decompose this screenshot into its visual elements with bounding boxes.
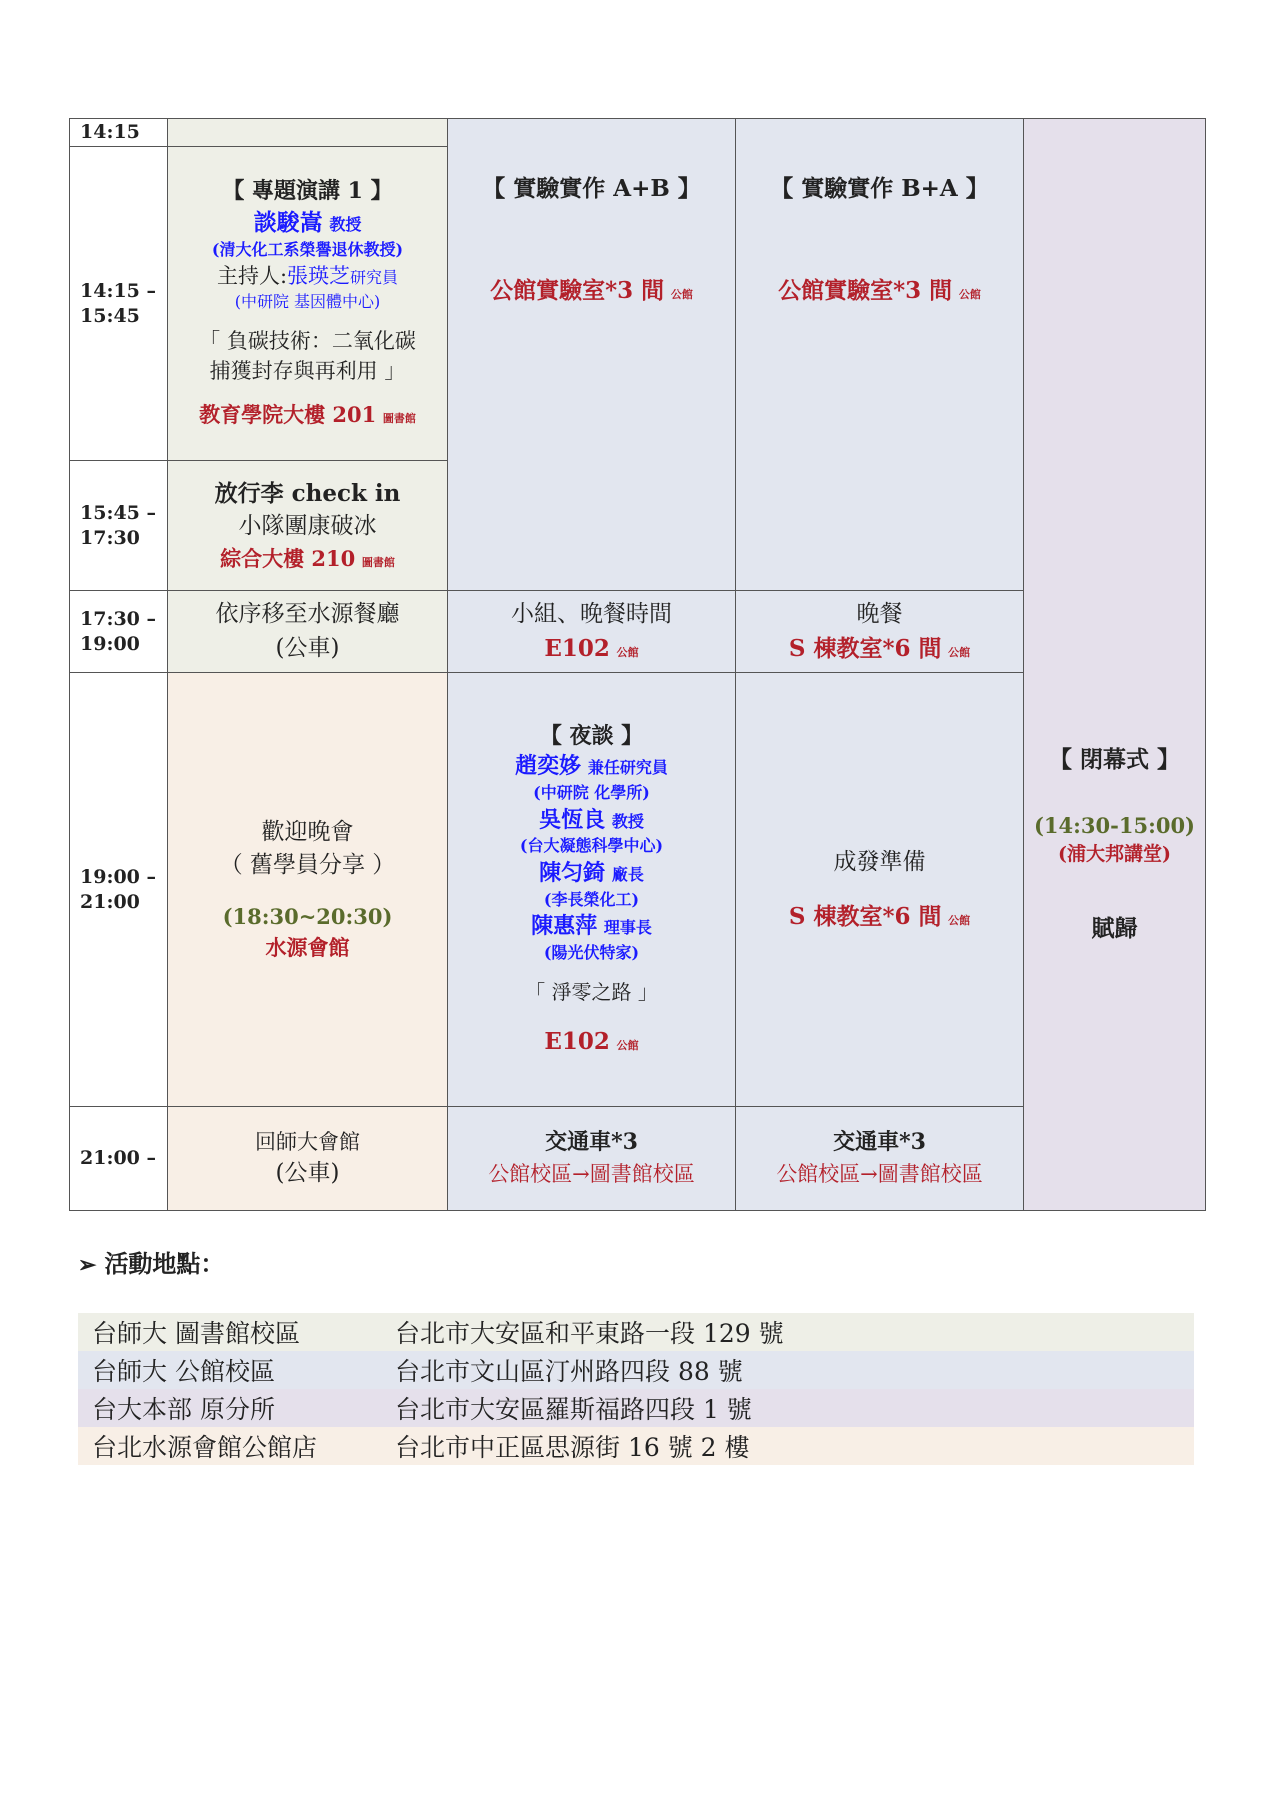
panelist-1-title: 兼任研究員 — [587, 758, 668, 778]
showcase-prep-cell — [736, 673, 1024, 1107]
lab-b-tag: 【 實驗實作 B+A 】 — [770, 175, 989, 203]
keynote-tag: 【 專題演講 1 】 — [222, 178, 393, 205]
time-cell: 19:00 – 21:00 — [70, 673, 168, 1107]
return-cell — [168, 1107, 448, 1211]
location-name: 台大本部 原分所 — [92, 1395, 275, 1424]
closing-time: (14:30-15:00) — [1034, 812, 1195, 838]
checkin-venue: 綜合大樓 210 — [220, 545, 356, 571]
location-address: 台北市大安區羅斯福路四段 1 號 — [395, 1395, 752, 1424]
lab-a-campus: 公館 — [670, 287, 693, 301]
panelist-4-name: 陳惠萍 — [531, 912, 598, 939]
dinner-group-line: 小組、晚餐時間 — [511, 601, 672, 628]
host-name: 張瑛芝 — [287, 263, 351, 288]
host-affiliation: (中研院 基因體中心) — [234, 292, 381, 312]
location-row — [78, 1389, 1194, 1427]
speaker-affiliation: (清大化工系榮譽退休教授) — [211, 240, 404, 260]
location-row — [78, 1351, 1194, 1389]
transfer-line-1: 依序移至水源餐廳 — [215, 601, 400, 628]
keynote-venue: 教育學院大樓 201 — [199, 402, 377, 428]
night-talk-venue: E102 — [544, 1028, 610, 1056]
empty-cell — [168, 119, 448, 147]
transfer-line-2: (公車) — [275, 634, 340, 661]
showcase-prep-campus: 公館 — [948, 913, 971, 927]
time-cell: 17:30 – 19:00 — [70, 591, 168, 673]
night-talk-cell — [448, 673, 736, 1107]
keynote-cell — [168, 147, 448, 461]
lab-b-campus: 公館 — [958, 287, 981, 301]
dinner-campus: 公館 — [948, 645, 971, 659]
locations-heading — [78, 1244, 224, 1279]
location-address: 台北市大安區和平東路一段 129 號 — [395, 1319, 784, 1348]
night-talk-tag: 【 夜談 】 — [539, 722, 644, 749]
location-name: 台師大 圖書館校區 — [92, 1319, 300, 1348]
lab-a-cell — [448, 119, 736, 591]
time-cell: 14:15 – 15:45 — [70, 147, 168, 461]
panelist-3-affiliation: (李長榮化工) — [543, 889, 640, 909]
lab-b-venue: 公館實驗室*3 間 — [778, 276, 953, 304]
location-address: 台北市文山區汀州路四段 88 號 — [395, 1357, 743, 1386]
topic-line-2: 捕獲封存與再利用 」 — [209, 358, 406, 383]
panelist-2-name: 吳恆良 — [539, 806, 606, 833]
checkin-line-2: 小隊團康破冰 — [238, 513, 377, 540]
return-line-2: (公車) — [275, 1160, 340, 1187]
night-talk-campus: 公館 — [616, 1039, 639, 1053]
showcase-prep-line: 成發準備 — [833, 849, 926, 876]
closing-cell — [1024, 119, 1206, 1211]
dinner-group-cell — [448, 591, 736, 673]
lab-a-venue: 公館實驗室*3 間 — [490, 276, 665, 304]
time-cell: 21:00 – — [70, 1107, 168, 1211]
shuttle-a-line-1: 交通車*3 — [545, 1129, 638, 1156]
welcome-party-venue: 水源會館 — [265, 934, 350, 960]
locations-title: 活動地點： — [104, 1249, 225, 1278]
closing-venue: (浦大邦講堂) — [1058, 842, 1171, 865]
location-address: 台北市中正區思源街 16 號 2 樓 — [395, 1433, 750, 1462]
time-cell: 15:45 – 17:30 — [70, 461, 168, 591]
closing-tag: 【 閉幕式 】 — [1048, 746, 1180, 774]
dinner-line: 晚餐 — [856, 601, 903, 628]
panelist-2-affiliation: (台大凝態科學中心) — [519, 836, 664, 856]
panelist-3-name: 陳匀錡 — [539, 859, 606, 886]
dinner-venue: S 棟教室*6 間 — [788, 634, 942, 662]
closing-return: 賦歸 — [1091, 915, 1138, 943]
location-row — [78, 1313, 1194, 1351]
night-talk-topic: 「 淨零之路 」 — [525, 980, 658, 1005]
welcome-party-line-1: 歡迎晚會 — [261, 818, 354, 845]
host-title: 研究員 — [350, 267, 399, 287]
panelist-1-name: 趙奕姼 — [515, 753, 582, 780]
table-row — [70, 119, 1206, 147]
return-line-1: 回師大會館 — [255, 1129, 360, 1154]
arrow-bullet-icon: ➢ — [78, 1252, 97, 1278]
welcome-party-cell — [168, 673, 448, 1107]
host-prefix: 主持人: — [216, 263, 288, 288]
locations-table — [78, 1313, 1194, 1465]
dinner-group-campus: 公館 — [616, 645, 639, 659]
transfer-cell — [168, 591, 448, 673]
shuttle-a-line-2: 公館校區→圖書館校區 — [488, 1162, 695, 1187]
speaker-title: 教授 — [329, 215, 362, 235]
shuttle-b-line-1: 交通車*3 — [833, 1129, 926, 1156]
checkin-campus: 圖書館 — [361, 555, 395, 569]
panelist-2-title: 教授 — [611, 811, 644, 831]
panelist-4-affiliation: (陽光伏特家) — [543, 942, 640, 962]
dinner-group-venue: E102 — [544, 634, 610, 662]
keynote-campus: 圖書館 — [382, 412, 416, 426]
location-name: 台北水源會館公館店 — [92, 1433, 318, 1462]
shuttle-b-line-2: 公館校區→圖書館校區 — [776, 1162, 983, 1187]
checkin-line-1: 放行李 check in — [214, 479, 401, 507]
shuttle-a-cell — [448, 1107, 736, 1211]
dinner-cell — [736, 591, 1024, 673]
showcase-prep-venue: S 棟教室*6 間 — [788, 902, 942, 930]
lab-a-tag: 【 實驗實作 A+B 】 — [482, 175, 701, 203]
checkin-cell — [168, 461, 448, 591]
topic-line-1: 「 負碳技術：二氧化碳 — [199, 329, 416, 354]
schedule-table — [69, 118, 1206, 1211]
location-name: 台師大 公館校區 — [92, 1357, 275, 1386]
lab-b-cell — [736, 119, 1024, 591]
speaker-name: 談駿嵩 — [253, 209, 323, 237]
shuttle-b-cell — [736, 1107, 1024, 1211]
panelist-3-title: 廠長 — [611, 864, 644, 884]
time-cell: 14:15 — [70, 119, 168, 147]
panelist-4-title: 理事長 — [603, 917, 652, 937]
welcome-party-line-2: （ 舊學員分享 ） — [219, 852, 396, 879]
location-row — [78, 1427, 1194, 1465]
welcome-party-time: (18:30~20:30) — [222, 904, 393, 930]
panelist-1-affiliation: (中研院 化學所) — [533, 783, 650, 803]
